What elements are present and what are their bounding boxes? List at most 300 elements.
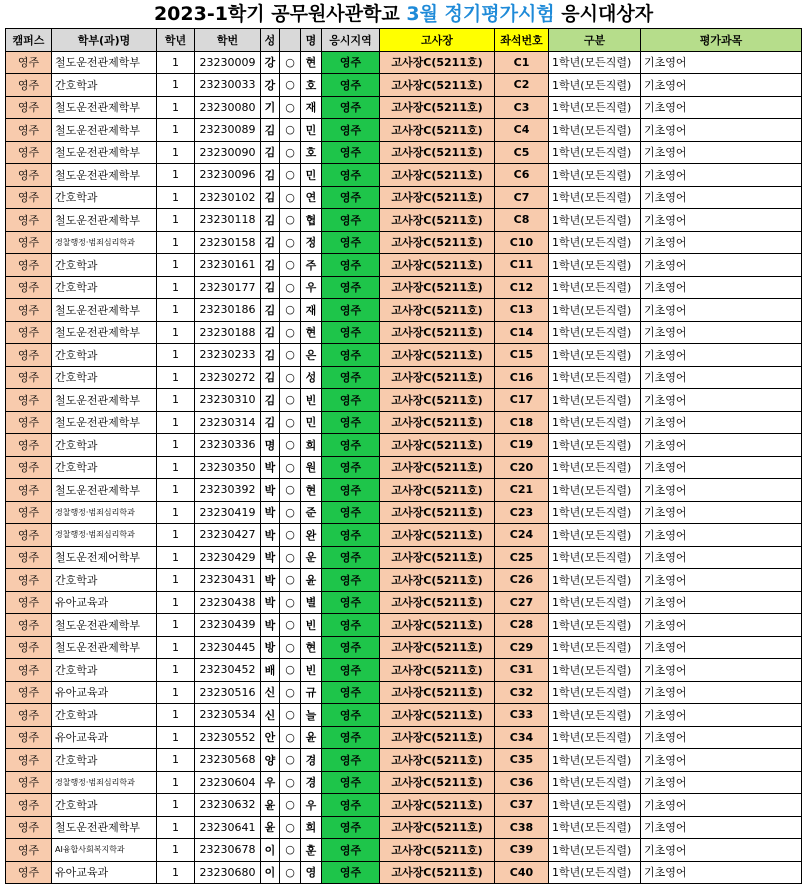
table-row bbox=[6, 344, 802, 367]
cell-room: 고사장C(5211호) bbox=[380, 434, 495, 457]
cell-dept: 간호학과 bbox=[52, 74, 157, 97]
cell-mid: ○ bbox=[280, 794, 301, 817]
cell-room: 고사장C(5211호) bbox=[380, 749, 495, 772]
table-row bbox=[6, 636, 802, 659]
cell-campus: 영주 bbox=[6, 141, 52, 164]
cell-seat: C19 bbox=[495, 434, 549, 457]
cell-seat: C11 bbox=[495, 254, 549, 277]
cell-year: 1 bbox=[157, 119, 195, 142]
cell-subject: 기초영어 bbox=[641, 636, 802, 659]
candidate-table bbox=[5, 28, 802, 884]
cell-dept: 간호학과 bbox=[52, 456, 157, 479]
cell-category: 1학년(모든직렬) bbox=[549, 659, 641, 682]
cell-campus: 영주 bbox=[6, 659, 52, 682]
cell-year: 1 bbox=[157, 591, 195, 614]
cell-year: 1 bbox=[157, 141, 195, 164]
cell-seat: C36 bbox=[495, 771, 549, 794]
cell-given: 윤 bbox=[301, 569, 322, 592]
cell-dept: AI융합사회복지학과 bbox=[52, 839, 157, 862]
cell-given: 희 bbox=[301, 816, 322, 839]
cell-id: 23230080 bbox=[195, 96, 261, 119]
cell-year: 1 bbox=[157, 434, 195, 457]
cell-seat: C21 bbox=[495, 479, 549, 502]
cell-region: 영주 bbox=[322, 749, 380, 772]
cell-seat: C28 bbox=[495, 614, 549, 637]
table-row bbox=[6, 411, 802, 434]
cell-room: 고사장C(5211호) bbox=[380, 456, 495, 479]
cell-year: 1 bbox=[157, 389, 195, 412]
cell-seat: C39 bbox=[495, 839, 549, 862]
cell-region: 영주 bbox=[322, 501, 380, 524]
table-row bbox=[6, 659, 802, 682]
cell-subject: 기초영어 bbox=[641, 524, 802, 547]
cell-dept: 철도운전관제학부 bbox=[52, 321, 157, 344]
cell-given: 원 bbox=[301, 456, 322, 479]
table-row bbox=[6, 726, 802, 749]
cell-room: 고사장C(5211호) bbox=[380, 74, 495, 97]
cell-given: 민 bbox=[301, 164, 322, 187]
header-mid bbox=[280, 29, 301, 52]
cell-subject: 기초영어 bbox=[641, 299, 802, 322]
cell-seat: C17 bbox=[495, 389, 549, 412]
cell-campus: 영주 bbox=[6, 704, 52, 727]
cell-category: 1학년(모든직렬) bbox=[549, 771, 641, 794]
cell-region: 영주 bbox=[322, 569, 380, 592]
cell-surname: 방 bbox=[261, 636, 280, 659]
cell-category: 1학년(모든직렬) bbox=[549, 119, 641, 142]
cell-surname: 김 bbox=[261, 321, 280, 344]
cell-seat: C10 bbox=[495, 231, 549, 254]
page-title bbox=[0, 0, 807, 28]
cell-year: 1 bbox=[157, 636, 195, 659]
cell-surname: 이 bbox=[261, 861, 280, 884]
cell-mid: ○ bbox=[280, 51, 301, 74]
cell-region: 영주 bbox=[322, 434, 380, 457]
cell-room: 고사장C(5211호) bbox=[380, 411, 495, 434]
cell-dept: 간호학과 bbox=[52, 659, 157, 682]
cell-subject: 기초영어 bbox=[641, 839, 802, 862]
cell-region: 영주 bbox=[322, 411, 380, 434]
cell-id: 23230431 bbox=[195, 569, 261, 592]
cell-seat: C2 bbox=[495, 74, 549, 97]
cell-mid: ○ bbox=[280, 614, 301, 637]
cell-dept: 간호학과 bbox=[52, 569, 157, 592]
cell-id: 23230272 bbox=[195, 366, 261, 389]
cell-given: 별 bbox=[301, 591, 322, 614]
cell-room: 고사장C(5211호) bbox=[380, 254, 495, 277]
cell-surname: 김 bbox=[261, 366, 280, 389]
cell-category: 1학년(모든직렬) bbox=[549, 546, 641, 569]
cell-seat: C37 bbox=[495, 794, 549, 817]
cell-surname: 김 bbox=[261, 254, 280, 277]
cell-given: 윤 bbox=[301, 726, 322, 749]
table-row bbox=[6, 546, 802, 569]
cell-region: 영주 bbox=[322, 794, 380, 817]
cell-dept: 간호학과 bbox=[52, 704, 157, 727]
cell-given: 재 bbox=[301, 96, 322, 119]
header-id: 학번 bbox=[195, 29, 261, 52]
cell-id: 23230534 bbox=[195, 704, 261, 727]
cell-campus: 영주 bbox=[6, 771, 52, 794]
cell-room: 고사장C(5211호) bbox=[380, 186, 495, 209]
header-subject: 평가과목 bbox=[641, 29, 802, 52]
cell-subject: 기초영어 bbox=[641, 456, 802, 479]
cell-year: 1 bbox=[157, 704, 195, 727]
cell-campus: 영주 bbox=[6, 501, 52, 524]
cell-seat: C4 bbox=[495, 119, 549, 142]
cell-campus: 영주 bbox=[6, 546, 52, 569]
cell-subject: 기초영어 bbox=[641, 186, 802, 209]
cell-subject: 기초영어 bbox=[641, 366, 802, 389]
header-room: 고사장 bbox=[380, 29, 495, 52]
cell-given: 협 bbox=[301, 209, 322, 232]
cell-surname: 윤 bbox=[261, 816, 280, 839]
table-row bbox=[6, 704, 802, 727]
cell-surname: 박 bbox=[261, 546, 280, 569]
cell-campus: 영주 bbox=[6, 681, 52, 704]
header-row bbox=[6, 29, 802, 52]
cell-dept: 간호학과 bbox=[52, 186, 157, 209]
cell-seat: C1 bbox=[495, 51, 549, 74]
cell-subject: 기초영어 bbox=[641, 344, 802, 367]
cell-year: 1 bbox=[157, 861, 195, 884]
cell-category: 1학년(모든직렬) bbox=[549, 344, 641, 367]
cell-mid: ○ bbox=[280, 816, 301, 839]
cell-room: 고사장C(5211호) bbox=[380, 569, 495, 592]
cell-year: 1 bbox=[157, 231, 195, 254]
cell-subject: 기초영어 bbox=[641, 96, 802, 119]
cell-campus: 영주 bbox=[6, 524, 52, 547]
cell-mid: ○ bbox=[280, 456, 301, 479]
cell-id: 23230438 bbox=[195, 591, 261, 614]
cell-category: 1학년(모든직렬) bbox=[549, 411, 641, 434]
cell-region: 영주 bbox=[322, 726, 380, 749]
cell-region: 영주 bbox=[322, 51, 380, 74]
cell-campus: 영주 bbox=[6, 479, 52, 502]
cell-given: 우 bbox=[301, 794, 322, 817]
cell-dept: 경찰행정·범죄심리학과 bbox=[52, 771, 157, 794]
cell-subject: 기초영어 bbox=[641, 276, 802, 299]
cell-mid: ○ bbox=[280, 681, 301, 704]
cell-mid: ○ bbox=[280, 186, 301, 209]
cell-seat: C35 bbox=[495, 749, 549, 772]
cell-id: 23230680 bbox=[195, 861, 261, 884]
cell-year: 1 bbox=[157, 74, 195, 97]
cell-subject: 기초영어 bbox=[641, 704, 802, 727]
cell-dept: 간호학과 bbox=[52, 344, 157, 367]
table-row bbox=[6, 231, 802, 254]
cell-id: 23230158 bbox=[195, 231, 261, 254]
cell-room: 고사장C(5211호) bbox=[380, 794, 495, 817]
cell-region: 영주 bbox=[322, 231, 380, 254]
cell-surname: 김 bbox=[261, 141, 280, 164]
cell-dept: 간호학과 bbox=[52, 794, 157, 817]
cell-year: 1 bbox=[157, 96, 195, 119]
cell-region: 영주 bbox=[322, 524, 380, 547]
title-part2: 응시대상자 bbox=[554, 3, 654, 25]
cell-subject: 기초영어 bbox=[641, 411, 802, 434]
cell-subject: 기초영어 bbox=[641, 51, 802, 74]
cell-dept: 간호학과 bbox=[52, 749, 157, 772]
cell-seat: C40 bbox=[495, 861, 549, 884]
cell-seat: C32 bbox=[495, 681, 549, 704]
cell-room: 고사장C(5211호) bbox=[380, 321, 495, 344]
cell-category: 1학년(모든직렬) bbox=[549, 434, 641, 457]
cell-id: 23230314 bbox=[195, 411, 261, 434]
cell-subject: 기초영어 bbox=[641, 771, 802, 794]
cell-id: 23230336 bbox=[195, 434, 261, 457]
cell-mid: ○ bbox=[280, 366, 301, 389]
cell-subject: 기초영어 bbox=[641, 231, 802, 254]
cell-mid: ○ bbox=[280, 839, 301, 862]
cell-id: 23230177 bbox=[195, 276, 261, 299]
cell-id: 23230641 bbox=[195, 816, 261, 839]
cell-room: 고사장C(5211호) bbox=[380, 299, 495, 322]
cell-dept: 경찰행정·범죄심리학과 bbox=[52, 524, 157, 547]
table-row bbox=[6, 501, 802, 524]
table-row bbox=[6, 861, 802, 884]
table-row bbox=[6, 186, 802, 209]
cell-dept: 철도운전관제학부 bbox=[52, 119, 157, 142]
cell-mid: ○ bbox=[280, 164, 301, 187]
title-highlight: 3월 정기평가시험 bbox=[406, 3, 555, 25]
cell-mid: ○ bbox=[280, 96, 301, 119]
cell-mid: ○ bbox=[280, 74, 301, 97]
cell-mid: ○ bbox=[280, 749, 301, 772]
cell-mid: ○ bbox=[280, 321, 301, 344]
cell-id: 23230033 bbox=[195, 74, 261, 97]
table-row bbox=[6, 96, 802, 119]
cell-dept: 유아교육과 bbox=[52, 681, 157, 704]
table-row bbox=[6, 209, 802, 232]
cell-room: 고사장C(5211호) bbox=[380, 816, 495, 839]
table-row bbox=[6, 321, 802, 344]
table-row bbox=[6, 479, 802, 502]
table-row bbox=[6, 569, 802, 592]
cell-surname: 김 bbox=[261, 276, 280, 299]
cell-category: 1학년(모든직렬) bbox=[549, 164, 641, 187]
cell-year: 1 bbox=[157, 479, 195, 502]
cell-dept: 철도운전관제학부 bbox=[52, 614, 157, 637]
cell-given: 경 bbox=[301, 749, 322, 772]
header-given: 명 bbox=[301, 29, 322, 52]
cell-seat: C8 bbox=[495, 209, 549, 232]
cell-year: 1 bbox=[157, 749, 195, 772]
cell-campus: 영주 bbox=[6, 389, 52, 412]
table-row bbox=[6, 141, 802, 164]
cell-room: 고사장C(5211호) bbox=[380, 366, 495, 389]
cell-subject: 기초영어 bbox=[641, 141, 802, 164]
cell-region: 영주 bbox=[322, 546, 380, 569]
cell-given: 현 bbox=[301, 51, 322, 74]
cell-campus: 영주 bbox=[6, 636, 52, 659]
cell-dept: 철도운전관제학부 bbox=[52, 209, 157, 232]
cell-mid: ○ bbox=[280, 209, 301, 232]
cell-room: 고사장C(5211호) bbox=[380, 546, 495, 569]
cell-year: 1 bbox=[157, 186, 195, 209]
cell-dept: 철도운전관제학부 bbox=[52, 816, 157, 839]
cell-room: 고사장C(5211호) bbox=[380, 726, 495, 749]
cell-room: 고사장C(5211호) bbox=[380, 276, 495, 299]
cell-mid: ○ bbox=[280, 501, 301, 524]
cell-year: 1 bbox=[157, 816, 195, 839]
cell-year: 1 bbox=[157, 524, 195, 547]
cell-room: 고사장C(5211호) bbox=[380, 659, 495, 682]
cell-surname: 강 bbox=[261, 51, 280, 74]
cell-campus: 영주 bbox=[6, 434, 52, 457]
cell-category: 1학년(모든직렬) bbox=[549, 749, 641, 772]
cell-region: 영주 bbox=[322, 591, 380, 614]
table-row bbox=[6, 614, 802, 637]
cell-campus: 영주 bbox=[6, 276, 52, 299]
cell-given: 운 bbox=[301, 546, 322, 569]
cell-mid: ○ bbox=[280, 119, 301, 142]
cell-surname: 박 bbox=[261, 569, 280, 592]
cell-given: 민 bbox=[301, 119, 322, 142]
cell-given: 희 bbox=[301, 434, 322, 457]
cell-surname: 이 bbox=[261, 839, 280, 862]
table-row bbox=[6, 276, 802, 299]
cell-dept: 철도운전관제학부 bbox=[52, 299, 157, 322]
cell-year: 1 bbox=[157, 839, 195, 862]
table-row bbox=[6, 681, 802, 704]
cell-category: 1학년(모든직렬) bbox=[549, 74, 641, 97]
cell-id: 23230439 bbox=[195, 614, 261, 637]
cell-campus: 영주 bbox=[6, 794, 52, 817]
cell-id: 23230186 bbox=[195, 299, 261, 322]
cell-surname: 박 bbox=[261, 501, 280, 524]
cell-room: 고사장C(5211호) bbox=[380, 141, 495, 164]
cell-seat: C13 bbox=[495, 299, 549, 322]
table-row bbox=[6, 794, 802, 817]
cell-campus: 영주 bbox=[6, 74, 52, 97]
cell-region: 영주 bbox=[322, 861, 380, 884]
cell-room: 고사장C(5211호) bbox=[380, 636, 495, 659]
cell-mid: ○ bbox=[280, 389, 301, 412]
cell-region: 영주 bbox=[322, 254, 380, 277]
cell-subject: 기초영어 bbox=[641, 74, 802, 97]
cell-category: 1학년(모든직렬) bbox=[549, 501, 641, 524]
table-row bbox=[6, 456, 802, 479]
cell-given: 현 bbox=[301, 636, 322, 659]
cell-surname: 안 bbox=[261, 726, 280, 749]
cell-subject: 기초영어 bbox=[641, 164, 802, 187]
cell-given: 현 bbox=[301, 479, 322, 502]
header-campus: 캠퍼스 bbox=[6, 29, 52, 52]
cell-region: 영주 bbox=[322, 636, 380, 659]
cell-mid: ○ bbox=[280, 771, 301, 794]
cell-surname: 박 bbox=[261, 614, 280, 637]
cell-surname: 박 bbox=[261, 479, 280, 502]
cell-category: 1학년(모든직렬) bbox=[549, 726, 641, 749]
cell-campus: 영주 bbox=[6, 861, 52, 884]
cell-category: 1학년(모든직렬) bbox=[549, 96, 641, 119]
cell-region: 영주 bbox=[322, 704, 380, 727]
cell-surname: 김 bbox=[261, 389, 280, 412]
table-row bbox=[6, 299, 802, 322]
cell-room: 고사장C(5211호) bbox=[380, 524, 495, 547]
cell-surname: 김 bbox=[261, 186, 280, 209]
cell-subject: 기초영어 bbox=[641, 501, 802, 524]
cell-room: 고사장C(5211호) bbox=[380, 501, 495, 524]
cell-surname: 강 bbox=[261, 74, 280, 97]
cell-category: 1학년(모든직렬) bbox=[549, 861, 641, 884]
table-row bbox=[6, 434, 802, 457]
cell-room: 고사장C(5211호) bbox=[380, 861, 495, 884]
cell-id: 23230188 bbox=[195, 321, 261, 344]
cell-surname: 명 bbox=[261, 434, 280, 457]
cell-room: 고사장C(5211호) bbox=[380, 479, 495, 502]
cell-subject: 기초영어 bbox=[641, 861, 802, 884]
cell-seat: C26 bbox=[495, 569, 549, 592]
cell-campus: 영주 bbox=[6, 456, 52, 479]
cell-subject: 기초영어 bbox=[641, 681, 802, 704]
cell-given: 빈 bbox=[301, 614, 322, 637]
cell-id: 23230419 bbox=[195, 501, 261, 524]
table-row bbox=[6, 366, 802, 389]
cell-region: 영주 bbox=[322, 74, 380, 97]
table-row bbox=[6, 816, 802, 839]
cell-subject: 기초영어 bbox=[641, 659, 802, 682]
cell-category: 1학년(모든직렬) bbox=[549, 614, 641, 637]
cell-seat: C23 bbox=[495, 501, 549, 524]
cell-category: 1학년(모든직렬) bbox=[549, 794, 641, 817]
title-part1: 2023-1학기 공무원사관학교 bbox=[153, 3, 407, 25]
cell-given: 준 bbox=[301, 501, 322, 524]
cell-id: 23230429 bbox=[195, 546, 261, 569]
cell-dept: 철도운전관제학부 bbox=[52, 479, 157, 502]
cell-surname: 김 bbox=[261, 344, 280, 367]
cell-year: 1 bbox=[157, 614, 195, 637]
cell-dept: 철도운전관제학부 bbox=[52, 51, 157, 74]
cell-dept: 유아교육과 bbox=[52, 861, 157, 884]
cell-given: 현 bbox=[301, 321, 322, 344]
cell-subject: 기초영어 bbox=[641, 546, 802, 569]
cell-mid: ○ bbox=[280, 276, 301, 299]
cell-region: 영주 bbox=[322, 299, 380, 322]
cell-campus: 영주 bbox=[6, 299, 52, 322]
cell-category: 1학년(모든직렬) bbox=[549, 681, 641, 704]
cell-dept: 철도운전관제학부 bbox=[52, 164, 157, 187]
cell-surname: 기 bbox=[261, 96, 280, 119]
cell-campus: 영주 bbox=[6, 591, 52, 614]
cell-given: 늘 bbox=[301, 704, 322, 727]
cell-campus: 영주 bbox=[6, 321, 52, 344]
cell-subject: 기초영어 bbox=[641, 479, 802, 502]
cell-surname: 김 bbox=[261, 209, 280, 232]
cell-region: 영주 bbox=[322, 366, 380, 389]
cell-id: 23230350 bbox=[195, 456, 261, 479]
cell-year: 1 bbox=[157, 411, 195, 434]
cell-seat: C27 bbox=[495, 591, 549, 614]
cell-seat: C16 bbox=[495, 366, 549, 389]
cell-seat: C7 bbox=[495, 186, 549, 209]
cell-category: 1학년(모든직렬) bbox=[549, 51, 641, 74]
cell-room: 고사장C(5211호) bbox=[380, 119, 495, 142]
cell-id: 23230161 bbox=[195, 254, 261, 277]
cell-region: 영주 bbox=[322, 164, 380, 187]
cell-mid: ○ bbox=[280, 141, 301, 164]
cell-category: 1학년(모든직렬) bbox=[549, 636, 641, 659]
cell-region: 영주 bbox=[322, 816, 380, 839]
cell-given: 호 bbox=[301, 141, 322, 164]
cell-id: 23230102 bbox=[195, 186, 261, 209]
cell-room: 고사장C(5211호) bbox=[380, 614, 495, 637]
cell-given: 민 bbox=[301, 411, 322, 434]
cell-region: 영주 bbox=[322, 659, 380, 682]
cell-mid: ○ bbox=[280, 591, 301, 614]
cell-year: 1 bbox=[157, 681, 195, 704]
